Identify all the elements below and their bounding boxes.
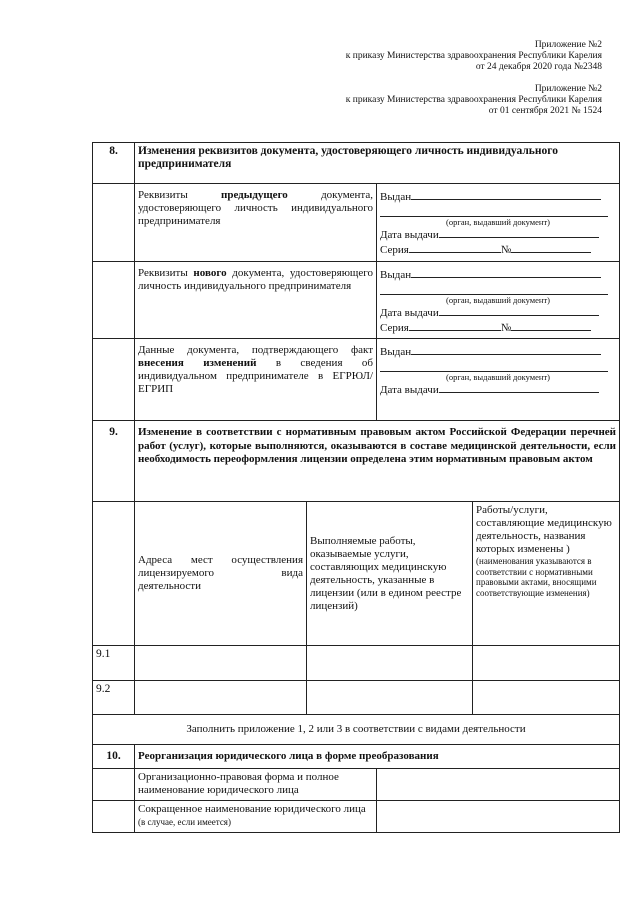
- col-renamed-note: (наименования указываются в соответствии с нормативными правовыми актами, вносящими соответствующие изменения): [476, 556, 597, 598]
- section8-new-doc-row: [93, 262, 620, 339]
- blank-cell: [93, 769, 135, 801]
- section9-number: 9.: [93, 421, 135, 502]
- address-cell[interactable]: [135, 646, 307, 681]
- issuer-caption: (орган, выдавший документ): [446, 372, 550, 382]
- series-label: Серия: [380, 244, 409, 256]
- section9-note-row: [93, 715, 620, 745]
- issued-label: Выдан: [380, 269, 412, 281]
- col-renamed-header: [473, 502, 620, 646]
- prev-doc-label-a: Реквизиты: [138, 189, 188, 201]
- series-label: Серия: [380, 322, 409, 334]
- issued-input-line2[interactable]: [380, 282, 608, 295]
- section10-row2: [93, 801, 620, 833]
- issued-input-line2[interactable]: [380, 359, 608, 372]
- renamed-cell[interactable]: [473, 681, 620, 715]
- changes-label-c: в сведения об индивидуальном предпринимателе в ЕГРЮЛ/ЕГРИП: [138, 357, 373, 395]
- col-addresses-header: Адреса мест осуществления лицензируемого вида деятельности: [135, 502, 307, 646]
- works-cell[interactable]: [307, 646, 473, 681]
- changes-label-b: внесения изменений: [138, 357, 257, 369]
- number-input[interactable]: [511, 320, 591, 331]
- short-name-label: [135, 801, 377, 833]
- table-row: [93, 681, 620, 715]
- short-name-main: Сокращенное наименование юридического лица: [138, 803, 366, 815]
- prev-doc-label: [135, 184, 377, 262]
- issued-input[interactable]: [411, 344, 601, 355]
- prev-doc-label-b: предыдущего: [220, 189, 288, 201]
- renamed-cell[interactable]: [473, 646, 620, 681]
- col-works-header: Выполняемые работы, оказываемые услуги, составляющих медицинскую деятельность, указанные в лицензии (или в едином реестре лицензий): [307, 502, 473, 646]
- legal-form-value[interactable]: [377, 769, 620, 801]
- date-input[interactable]: [439, 382, 599, 393]
- section10-number: 10.: [93, 745, 135, 769]
- application-form-table: [92, 142, 620, 833]
- legal-form-label: Организационно-правовая форма и полное наименование юридического лица: [135, 769, 377, 801]
- header-2-line3: от 01 сентября 2021 № 1524: [488, 106, 602, 116]
- header-2-line2: к приказу Министерства здравоохранения Республики Карелия: [345, 95, 602, 105]
- section10-header-row: [93, 745, 620, 769]
- header-block-1: [346, 40, 602, 73]
- new-doc-label-b: нового: [193, 267, 227, 279]
- section8-header-row: [93, 143, 620, 184]
- header-2-line1: Приложение №2: [534, 84, 602, 94]
- table-row: [93, 646, 620, 681]
- section8-changes-row: [93, 339, 620, 421]
- issued-input[interactable]: [411, 267, 601, 278]
- date-input[interactable]: [439, 227, 599, 238]
- date-label: Дата выдачи: [380, 229, 439, 241]
- issuer-caption: (орган, выдавший документ): [446, 217, 550, 227]
- new-doc-label-a: Реквизиты: [138, 267, 188, 279]
- blank-cell: [93, 339, 135, 421]
- blank-cell: [93, 262, 135, 339]
- series-input[interactable]: [409, 320, 501, 331]
- date-label: Дата выдачи: [380, 307, 439, 319]
- blank-cell: [93, 502, 135, 646]
- col-renamed-main: Работы/услуги, составляющие медицинскую деятельность, названия которых изменены ): [476, 504, 612, 555]
- section10-row1: [93, 769, 620, 801]
- section9-header-row: [93, 421, 620, 502]
- issued-label: Выдан: [380, 191, 412, 203]
- row-number-9-1: 9.1: [93, 646, 135, 681]
- date-input[interactable]: [439, 305, 599, 316]
- section9-title: Изменение в соответствии с нормативным правовым актом Российской Федерации перечней работ (услуг), которые выполняются, оказываются в составе медицинской деятельности, если необходимость переоформления лицензии определена этим нормативным правовым актом: [135, 421, 620, 502]
- header-1-line2: к приказу Министерства здравоохранения Республики Карелия: [345, 51, 602, 61]
- blank-cell: [93, 184, 135, 262]
- section9-note: Заполнить приложение 1, 2 или 3 в соответствии с видами деятельности: [93, 715, 620, 745]
- section8-title: Изменения реквизитов документа, удостоверяющего личность индивидуального предпринимателя: [135, 143, 620, 184]
- section9-columns-row: [93, 502, 620, 646]
- header-1-line3: от 24 декабря 2020 года №2348: [475, 62, 602, 72]
- changes-label-a: Данные документа, подтверждающего факт: [138, 344, 373, 356]
- new-doc-label-c: документа, удостоверяющего личность индивидуального предпринимателя: [138, 267, 374, 292]
- issued-input[interactable]: [411, 189, 601, 200]
- new-doc-label: [135, 262, 377, 339]
- prev-doc-label-c: документа, удостоверяющего личность индивидуального предпринимателя: [138, 189, 374, 227]
- header-block-2: [346, 84, 602, 117]
- number-label: №: [500, 244, 512, 256]
- number-input[interactable]: [511, 242, 591, 253]
- row-number-9-2: 9.2: [93, 681, 135, 715]
- address-cell[interactable]: [135, 681, 307, 715]
- changes-doc-fields: [377, 339, 620, 421]
- header-1-line1: Приложение №2: [534, 40, 602, 50]
- section8-number: 8.: [93, 143, 135, 184]
- short-name-note: (в случае, если имеется): [138, 817, 231, 827]
- blank-cell: [93, 801, 135, 833]
- prev-doc-fields: [377, 184, 620, 262]
- issuer-caption: (орган, выдавший документ): [446, 295, 550, 305]
- changes-doc-label: [135, 339, 377, 421]
- section8-prev-doc-row: [93, 184, 620, 262]
- issued-input-line2[interactable]: [380, 204, 608, 217]
- new-doc-fields: [377, 262, 620, 339]
- series-input[interactable]: [409, 242, 501, 253]
- date-label: Дата выдачи: [380, 384, 439, 396]
- short-name-value[interactable]: [377, 801, 620, 833]
- section10-title: Реорганизация юридического лица в форме преобразования: [135, 745, 620, 769]
- issued-label: Выдан: [380, 346, 412, 358]
- works-cell[interactable]: [307, 681, 473, 715]
- number-label: №: [500, 322, 512, 334]
